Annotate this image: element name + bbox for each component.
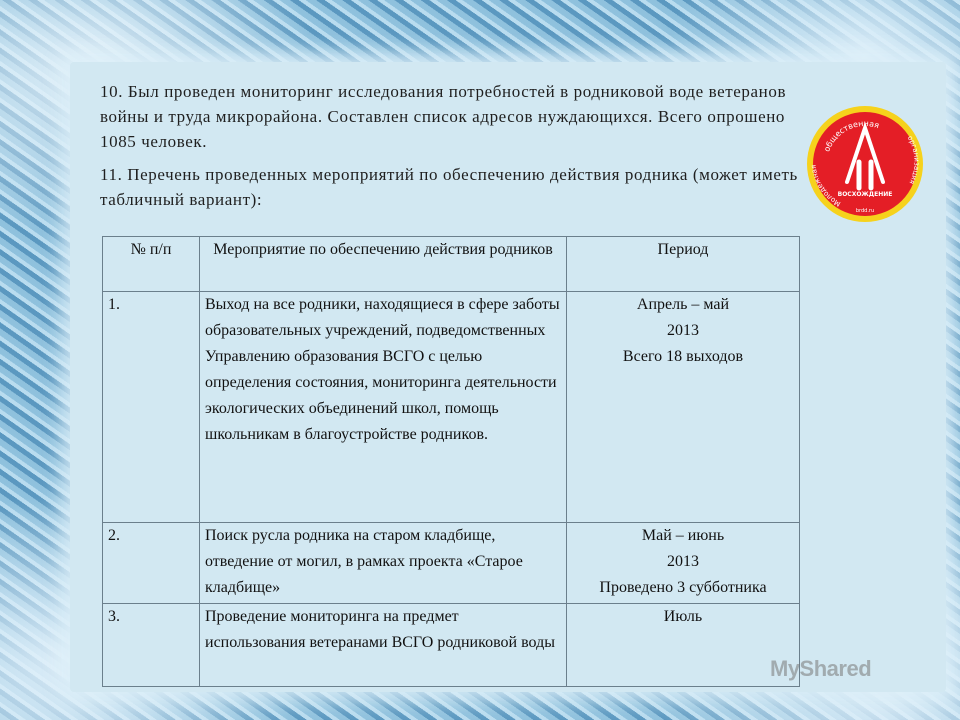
logo-bottom-text: brdd.ru: [855, 208, 875, 214]
logo-top-text: общественная: [822, 118, 881, 153]
header-activity: Мероприятие по обеспечению действия родников: [200, 237, 567, 292]
myshared-watermark: MyShared: [770, 656, 872, 681]
paragraph-11: 11. Перечень проведенных мероприятий по обеспечению действия родника (может иметь табличный вариант):: [100, 165, 798, 209]
period-line: Май – июнь: [641, 527, 725, 544]
period-line: Всего 18 выходов: [622, 348, 744, 365]
period-line: 2013: [667, 553, 699, 570]
logo-left-text: Молодежная: [809, 164, 843, 208]
table-row: [103, 523, 800, 604]
header-period: Период: [567, 237, 800, 292]
row-activity: Выход на все родники, находящиеся в сфере заботы образовательных учреждений, подведомственных Управлению образования ВСГО с целью определения состояния, мониторинга деятельности экологических объединений школ, помощь школьникам в благоустройстве родников.: [200, 292, 567, 523]
row-period: [567, 292, 800, 523]
paragraph-10: 10. Был проведен мониторинг исследования потребностей в родниковой воде ветеранов войны и труда микрорайона. Составлен список адресов нуждающихся. Всего опрошено 1085 человек.: [100, 82, 787, 151]
row-number: 2.: [103, 523, 200, 604]
header-number: № п/п: [103, 237, 200, 292]
period-line: 2013: [667, 322, 699, 339]
row-period: [567, 523, 800, 604]
period-line: Июль: [663, 608, 703, 625]
voskhozhdenie-logo: [805, 104, 925, 224]
period-line: Апрель – май: [636, 296, 730, 313]
table-header-row: [103, 237, 800, 292]
row-period: [567, 604, 800, 687]
table-row: [103, 292, 800, 523]
logo-right-text: организация: [905, 134, 921, 186]
row-number: 3.: [103, 604, 200, 687]
row-activity: Проведение мониторинга на предмет использования ветеранами ВСГО родниковой воды: [200, 604, 567, 687]
row-number: 1.: [103, 292, 200, 523]
table-row: [103, 604, 800, 687]
activities-table: [102, 236, 800, 687]
period-line: Проведено 3 субботника: [599, 579, 767, 596]
row-activity: Поиск русла родника на старом кладбище, отведение от могил, в рамках проекта «Старое кладбище»: [200, 523, 567, 604]
logo-center-text: ВОСХОЖДЕНИЕ: [837, 191, 893, 198]
